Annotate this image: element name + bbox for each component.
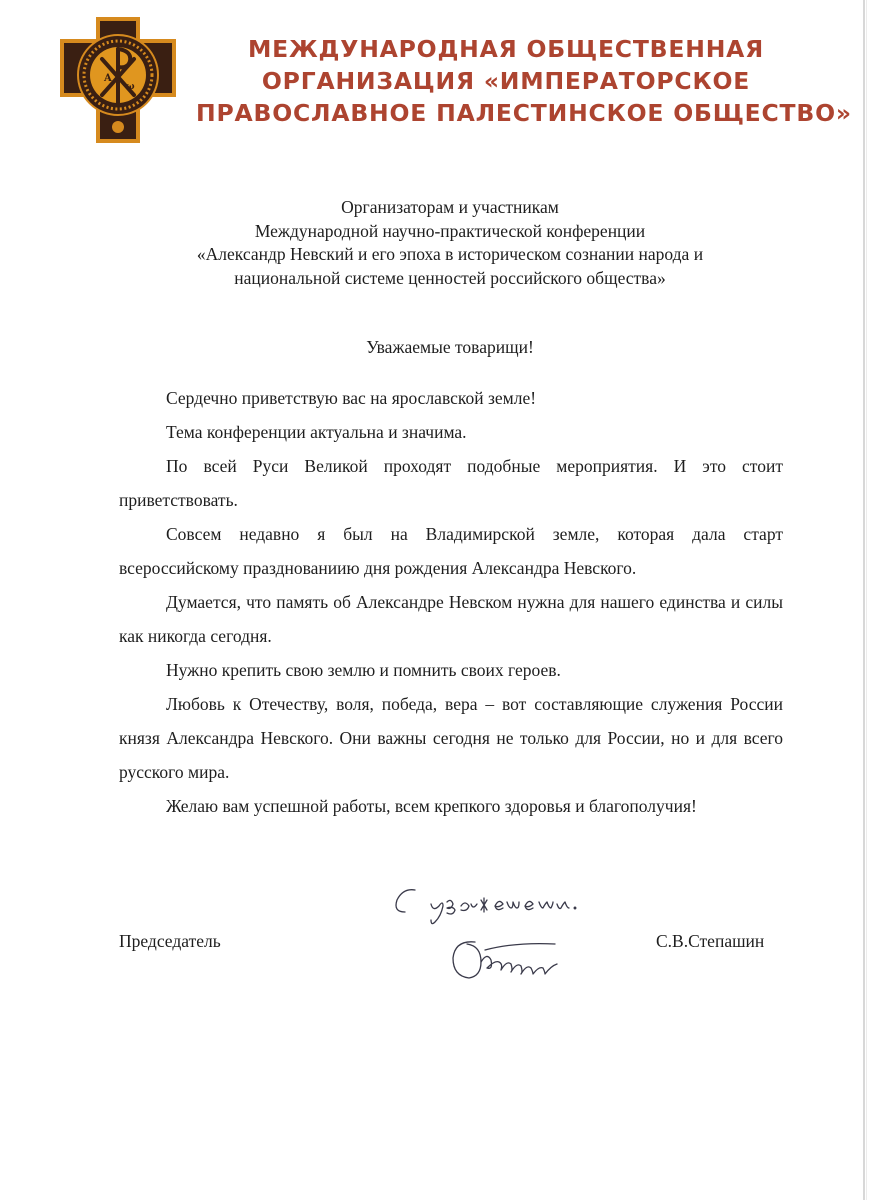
addressee-block bbox=[100, 196, 800, 290]
body-paragraph: По всей Руси Великой проходят подобные мероприятия. И это стоит приветствовать. bbox=[119, 456, 783, 510]
letter-body bbox=[119, 381, 783, 823]
addressee-line: национальной системе ценностей российского общества» bbox=[234, 267, 666, 288]
svg-text:A: A bbox=[104, 73, 112, 84]
body-paragraph: Желаю вам успешной работы, всем крепкого здоровья и благополучия! bbox=[166, 796, 697, 816]
addressee-line: Международной научно-практической конференции bbox=[254, 220, 646, 241]
body-paragraph: Думается, что память об Александре Невском нужна для нашего единства и силы как никогда сегодня. bbox=[119, 592, 783, 646]
signatory-position: Председатель bbox=[119, 931, 221, 951]
body-paragraph: Любовь к Отечеству, воля, победа, вера – вот составляющие служения России князя Александра Невского. Они важны сегодня не только для России, но и для всего русского мира. bbox=[119, 694, 783, 782]
body-paragraph: Совсем недавно я был на Владимирской земле, которая дала старт всероссийскому празднованиию дня рождения Александра Невского. bbox=[119, 524, 783, 578]
svg-text:ω: ω bbox=[126, 82, 135, 92]
organization-title-line: ОРГАНИЗАЦИЯ «ИМПЕРАТОРСКОЕ bbox=[261, 67, 751, 95]
addressee-line: Организаторам и участникам bbox=[341, 197, 559, 217]
organization-title-line: ПРАВОСЛАВНОЕ ПАЛЕСТИНСКОЕ ОБЩЕСТВО» bbox=[196, 99, 852, 127]
scan-edge-line bbox=[866, 0, 867, 1200]
organization-title-line: МЕЖДУНАРОДНАЯ ОБЩЕСТВЕННАЯ bbox=[247, 35, 765, 63]
signatory-name: С.В.Степашин bbox=[656, 931, 765, 951]
scan-edge-line bbox=[863, 0, 865, 1200]
body-paragraph: Нужно крепить свою землю и помнить своих героев. bbox=[166, 660, 561, 680]
addressee-line: «Александр Невский и его эпоха в историческом сознании народа и bbox=[196, 244, 704, 264]
cross-chi-rho-emblem-icon bbox=[58, 15, 178, 145]
body-paragraph: Сердечно приветствую вас на ярославской земле! bbox=[166, 388, 537, 408]
salutation: Уважаемые товарищи! bbox=[366, 337, 534, 357]
handwritten-signature-icon bbox=[385, 872, 605, 997]
body-paragraph: Тема конференции актуальна и значима. bbox=[166, 422, 467, 442]
organization-title bbox=[196, 33, 852, 129]
